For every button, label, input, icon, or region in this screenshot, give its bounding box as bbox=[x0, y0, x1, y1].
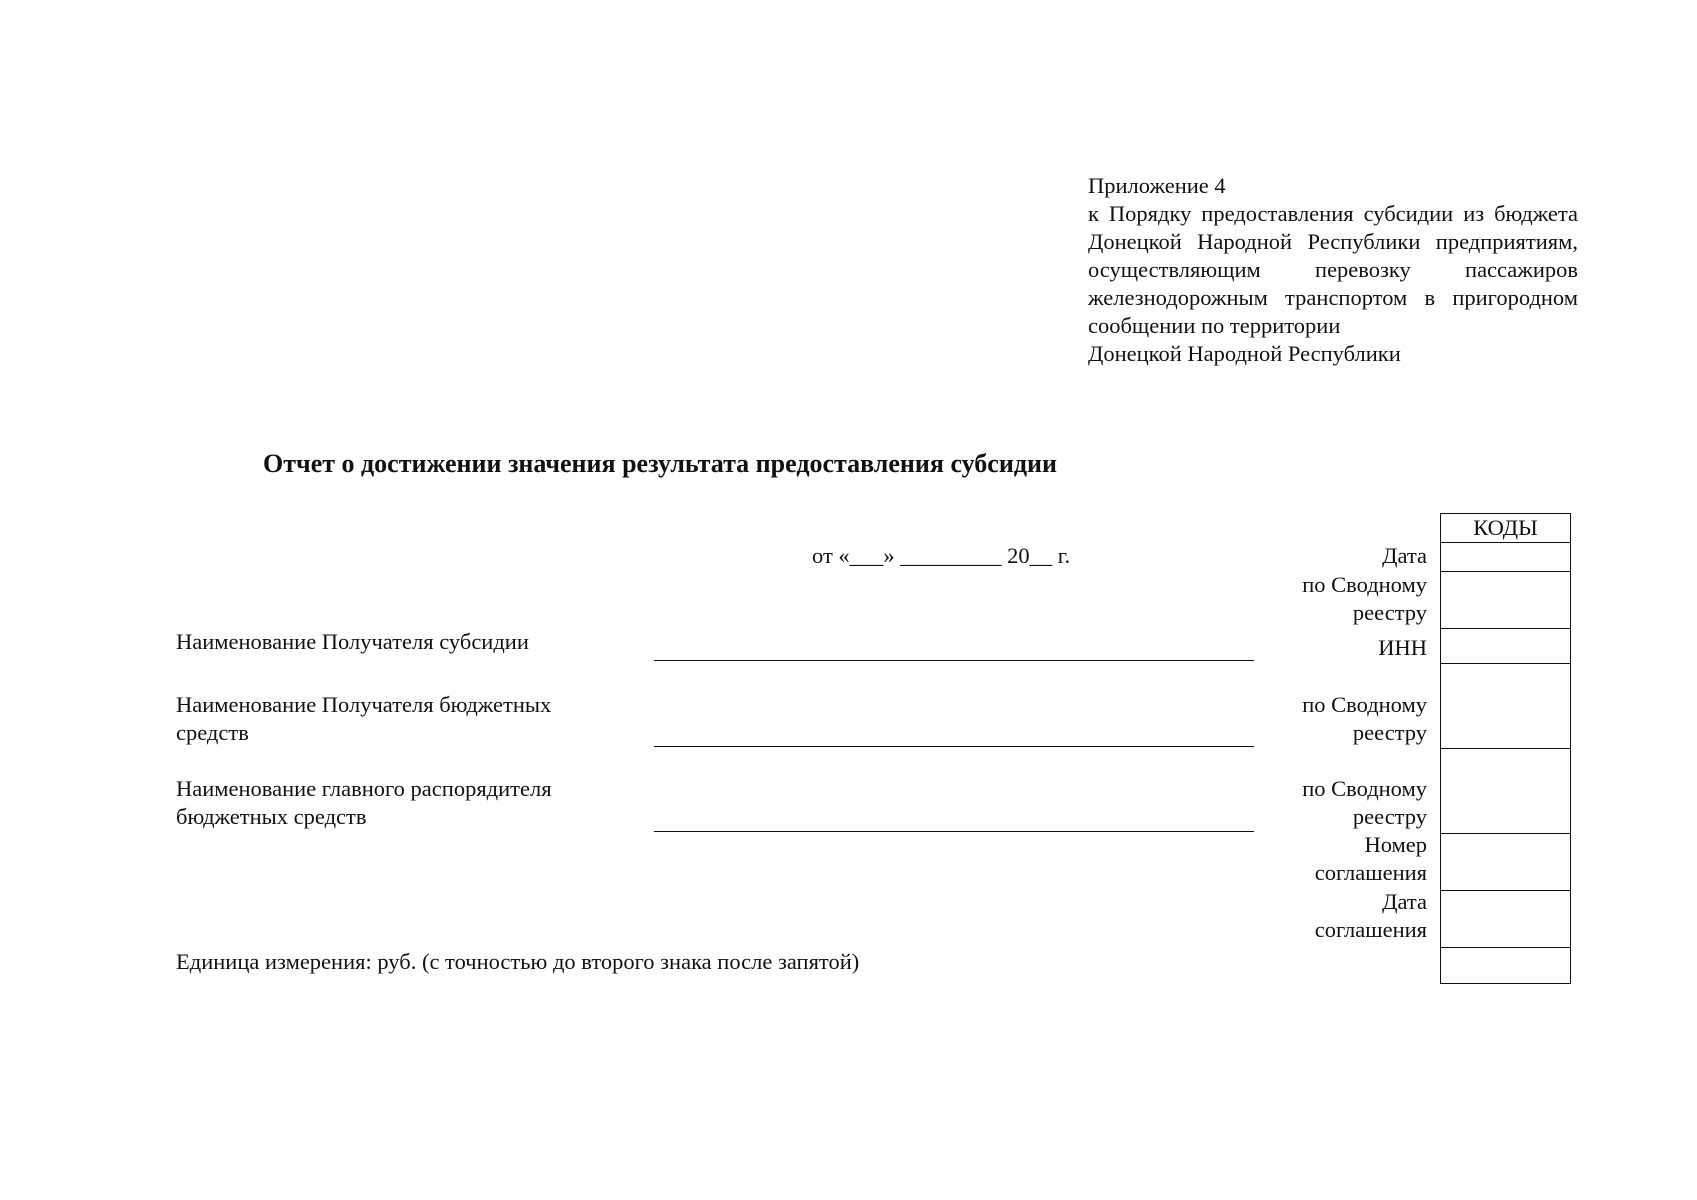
codes-header: КОДЫ bbox=[1473, 515, 1538, 540]
codes-label-inn: ИНН bbox=[1378, 635, 1427, 660]
report-date-line: от «___» _________ 20__ г. bbox=[812, 543, 1071, 568]
code-cell-agreement-date bbox=[1441, 890, 1570, 947]
code-cell-agreement-number bbox=[1441, 833, 1570, 890]
appendix-number: Приложение 4 bbox=[1088, 173, 1226, 198]
code-cell-registry-2 bbox=[1441, 663, 1570, 748]
unit-of-measure: Единица измерения: руб. (с точностью до второго знака после запятой) bbox=[176, 949, 860, 974]
appendix-basis-last-line: Донецкой Народной Республики bbox=[1088, 341, 1401, 366]
code-cell-registry-3 bbox=[1441, 748, 1570, 833]
codes-label-registry-1: по Сводному реестру bbox=[1302, 572, 1427, 625]
code-cell-inn bbox=[1441, 628, 1570, 663]
codes-label-date: Дата bbox=[1382, 543, 1427, 568]
recipient-label: Наименование Получателя субсидии bbox=[176, 629, 529, 654]
budget-recipient-blank-line bbox=[654, 746, 1254, 747]
main-manager-blank-line bbox=[654, 831, 1254, 832]
appendix-basis: к Порядку предоставления субсидии из бюджета Донецкой Народной Республики предприятиям, осуществляющим перевозку пассажиров железнодорожным транспортом в пригородном сообщении по территории bbox=[1088, 201, 1578, 338]
recipient-blank-line bbox=[654, 660, 1254, 661]
codes-label-registry-3: по Сводному реестру bbox=[1302, 776, 1427, 829]
budget-recipient-label: Наименование Получателя бюджетных средств bbox=[176, 692, 552, 745]
codes-label-agreement-date: Дата соглашения bbox=[1314, 889, 1427, 942]
code-cell-registry-1 bbox=[1441, 571, 1570, 628]
codes-label-registry-2: по Сводному реестру bbox=[1302, 692, 1427, 745]
code-cell-unit bbox=[1441, 947, 1570, 983]
code-cell-date bbox=[1441, 542, 1570, 571]
codes-label-agreement-number: Номер соглашения bbox=[1314, 832, 1427, 885]
main-manager-label: Наименование главного распорядителя бюджетных средств bbox=[176, 776, 552, 829]
codes-table bbox=[1440, 513, 1571, 984]
document-title: Отчет о достижении значения результата предоставления субсидии bbox=[263, 449, 1057, 478]
appendix-block bbox=[1088, 172, 1578, 368]
